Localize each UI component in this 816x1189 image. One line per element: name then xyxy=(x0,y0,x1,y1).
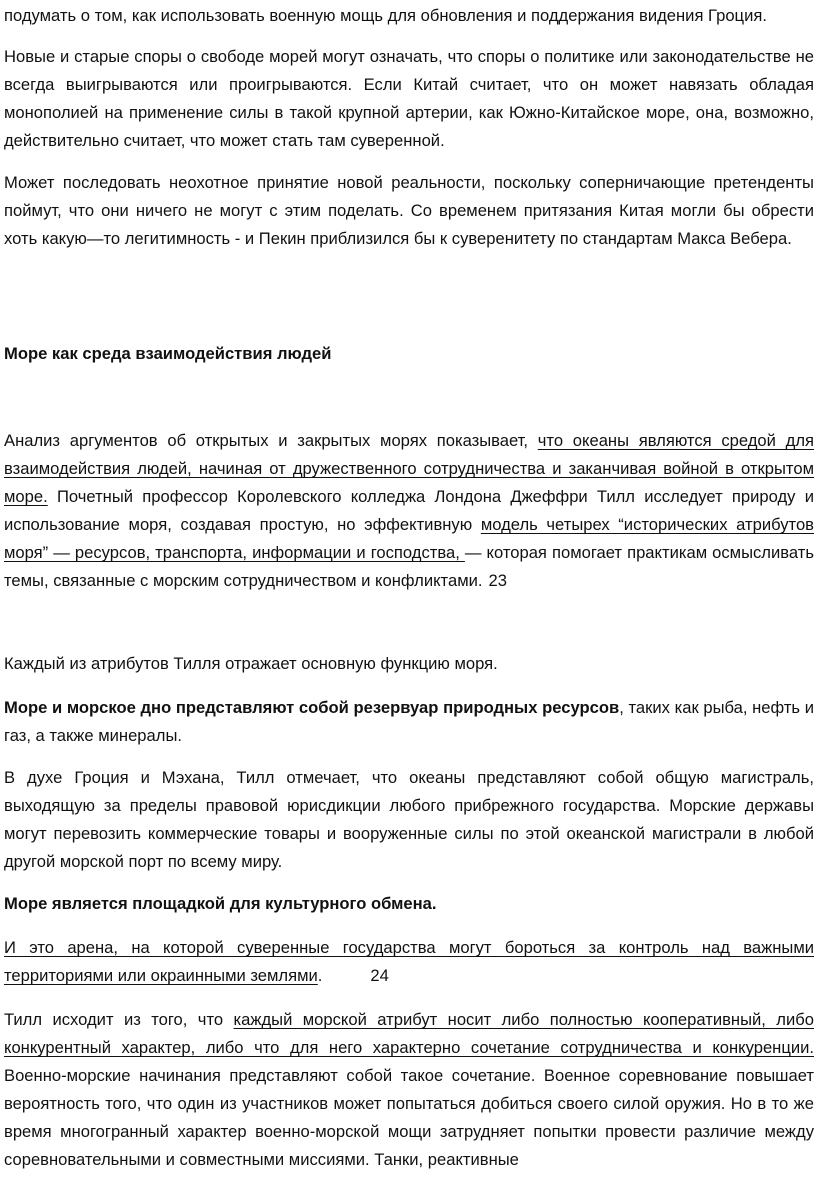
paragraph-2: Новые и старые споры о свободе морей могут означать, что споры о политике или законодательстве не всегда выигрываются или проигрываются. Если Китай считает, что он может навязать обладая монополией на применение силы в такой крупной артерии, как Южно-Китайское море, она, возможно, действительно считает, что может стать там суверенной. xyxy=(4,47,814,150)
p10-text-b: Военно-морские начинания представляют собой такое сочетание. Военное соревнование повышает вероятность того, что один из участников может попытаться добиться своего силой оружия. Но в то же время многогранный характер военно-морской мощи затрудняет попытки провести различие между соревновательными и совместными миссиями. Танки, реактивные xyxy=(4,1066,814,1169)
p6-text: , таких как рыба, нефть и газ, а также минералы. xyxy=(4,698,814,745)
p4-text-b: Почетный профессор Королевского колледжа Лондона Джеффри Тилл исследует природу и использование моря, создавая простую, но эффективную xyxy=(4,487,814,534)
paragraph-9 xyxy=(4,934,814,990)
p10-text-a: Тилл исходит из того, что xyxy=(4,1010,234,1029)
p9-text: . xyxy=(317,966,323,985)
p6-bold: Море и морское дно представляют собой резервуар природных ресурсов xyxy=(4,698,620,717)
footnote-24: 24 xyxy=(370,966,389,985)
paragraph-7: В духе Гроция и Мэхана, Тилл отмечает, что океаны представляют собой общую магистраль, выходящую за пределы правовой юрисдикции любого прибрежного государства. Морские державы могут перевозить коммерческие товары и вооруженные силы по этой океанской магистрали в любой другой морской порт по всему миру. xyxy=(4,768,814,871)
footnote-23: 23 xyxy=(488,571,507,590)
p4-underlined-b: модель четырех “исторических атрибутов моря” — ресурсов, транспорта, информации и господства, xyxy=(4,515,814,562)
paragraph-3: Может последовать неохотное принятие новой реальности, поскольку соперничающие претенденты поймут, что они ничего не могут с этим поделать. Со временем притязания Китая могли бы обрести хоть какую—то легитимность - и Пекин приблизился бы к суверенитету по стандартам Макса Вебера. xyxy=(4,173,814,248)
paragraph-6 xyxy=(4,694,814,750)
paragraph-4 xyxy=(4,427,814,595)
paragraph-5: Каждый из атрибутов Тилля отражает основную функцию моря. xyxy=(4,654,498,673)
p4-text-a: Анализ аргументов об открытых и закрытых морях показывает, xyxy=(4,431,538,450)
paragraph-8: Море является площадкой для культурного обмена. xyxy=(4,894,437,913)
p9-underlined: И это арена, на которой суверенные государства могут бороться за контроль над важными территориями или окраинными землями xyxy=(4,938,814,985)
p4-underlined-a: что океаны являются средой для взаимодействия людей, начиная от дружественного сотрудничества и заканчивая войной в открытом море. xyxy=(4,431,814,506)
paragraph-1: подумать о том, как использовать военную мощь для обновления и поддержания видения Гроция. xyxy=(4,6,767,25)
p4-text-c: — которая помогает практикам осмысливать темы, связанные с морским сотрудничеством и конфликтами. xyxy=(4,543,815,590)
section-heading: Море как среда взаимодействия людей xyxy=(4,344,332,363)
p10-underlined: каждый морской атрибут носит либо полностью кооперативный, либо конкурентный характер, либо что для него характерно сочетание сотрудничества и конкуренции. xyxy=(4,1010,814,1057)
paragraph-10 xyxy=(4,1006,814,1174)
